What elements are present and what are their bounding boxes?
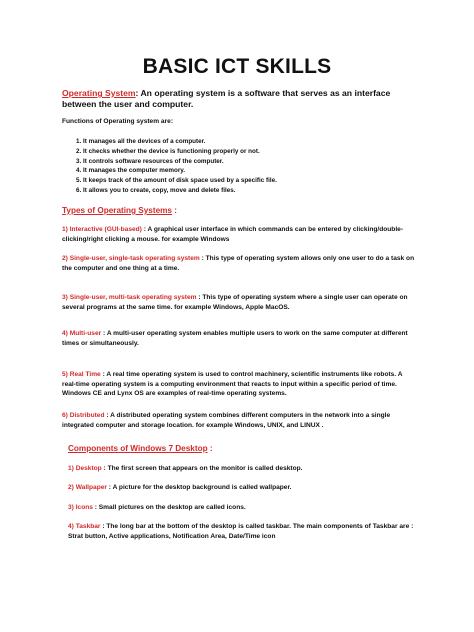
list-item: 2. It checks whether the device is functioning properly or not. (76, 147, 260, 155)
functions-list (76, 137, 277, 196)
type-text: : A multi-user operating system enables multiple users to work on the same computer at different (101, 330, 408, 337)
types-heading-text: Types of Operating Systems (62, 206, 172, 215)
type-text: : A graphical user interface in which commands can be entered by clicking/double-clicking/right clicking a mouse. for example Windows (62, 226, 404, 243)
component-item (68, 483, 418, 493)
type-term: 5) Real Time (62, 371, 101, 378)
types-heading-suffix: : (171, 206, 177, 215)
component-term: 1) Desktop (68, 465, 102, 472)
list-item: 3. It controls software resources of the computer. (76, 157, 224, 165)
component-term: 2) Wallpaper (68, 484, 107, 491)
type-item (62, 370, 417, 399)
type-term: 3) Single-user, multi-task operating system (62, 294, 197, 301)
component-term: 3) Icons (68, 504, 93, 511)
list-item: 1. It manages all the devices of a computer. (76, 138, 206, 145)
windows-heading (68, 444, 213, 453)
type-text: : A real time operating system is used to control machinery, scientific instruments like robots. A real-time operating system is a computing environment that reacts to input within a specific period of time. Windows CE and Lynx OS are examples of real-time operating systems. (62, 371, 403, 398)
page-title: BASIC ICT SKILLS (142, 55, 332, 78)
component-item (68, 503, 418, 513)
component-text: : The long bar at the bottom of the desktop is called taskbar. The main components of Taskbar are : Strat button, Active applications, Notification Area, Date/Time icon (68, 523, 414, 540)
component-text: : The first screen that appears on the monitor is called desktop. (101, 465, 303, 472)
type-text-cont: the computer and one thing at a time. (62, 264, 180, 272)
component-text: : A picture for the desktop background is called wallpaper. (106, 484, 292, 491)
type-item (62, 411, 417, 430)
list-item: 6. It allows you to create, copy, move and delete files. (76, 186, 236, 194)
type-term: 1) Interactive (GUI-based) (62, 226, 142, 233)
type-item (62, 225, 417, 244)
type-item (62, 254, 417, 273)
windows-heading-text: Components of Windows 7 Desktop (68, 444, 208, 453)
os-term: Operating System (62, 88, 136, 98)
type-term: 4) Multi-user (62, 330, 102, 337)
type-text: : This type of operating system where a single user can operate on several programs at the same time. for example Windows, Apple MacOS. (62, 294, 408, 311)
os-definition-text: : An operating system is a software that serves as an interface between the user and computer. (62, 88, 391, 109)
type-text: : This type of operating system allows only one user to do a task on (199, 255, 415, 262)
type-text-cont: times or simultaneously. (62, 339, 139, 347)
type-term: 2) Single-user, single-task operating system (62, 255, 200, 262)
type-item (62, 293, 414, 312)
type-item (62, 329, 414, 348)
list-item: 4. It manages the computer memory. (76, 167, 186, 175)
types-heading (62, 206, 177, 215)
component-text: : Small pictures on the desktop are called icons. (92, 504, 246, 511)
type-text: : A distributed operating system combines different computers in the network into a single integrated computer and storage location. for example Windows, UNIX, and LINUX . (62, 412, 391, 429)
list-item: 5. It keeps track of the amount of disk space used by a specific file. (76, 177, 277, 185)
component-item (68, 464, 418, 474)
functions-label: Functions of Operating system are: (62, 118, 174, 125)
component-term: 4) Taskbar (68, 523, 101, 530)
type-term: 6) Distributed (62, 412, 105, 419)
component-item (68, 522, 420, 541)
windows-heading-suffix: : (207, 444, 213, 453)
os-definition (62, 88, 422, 110)
